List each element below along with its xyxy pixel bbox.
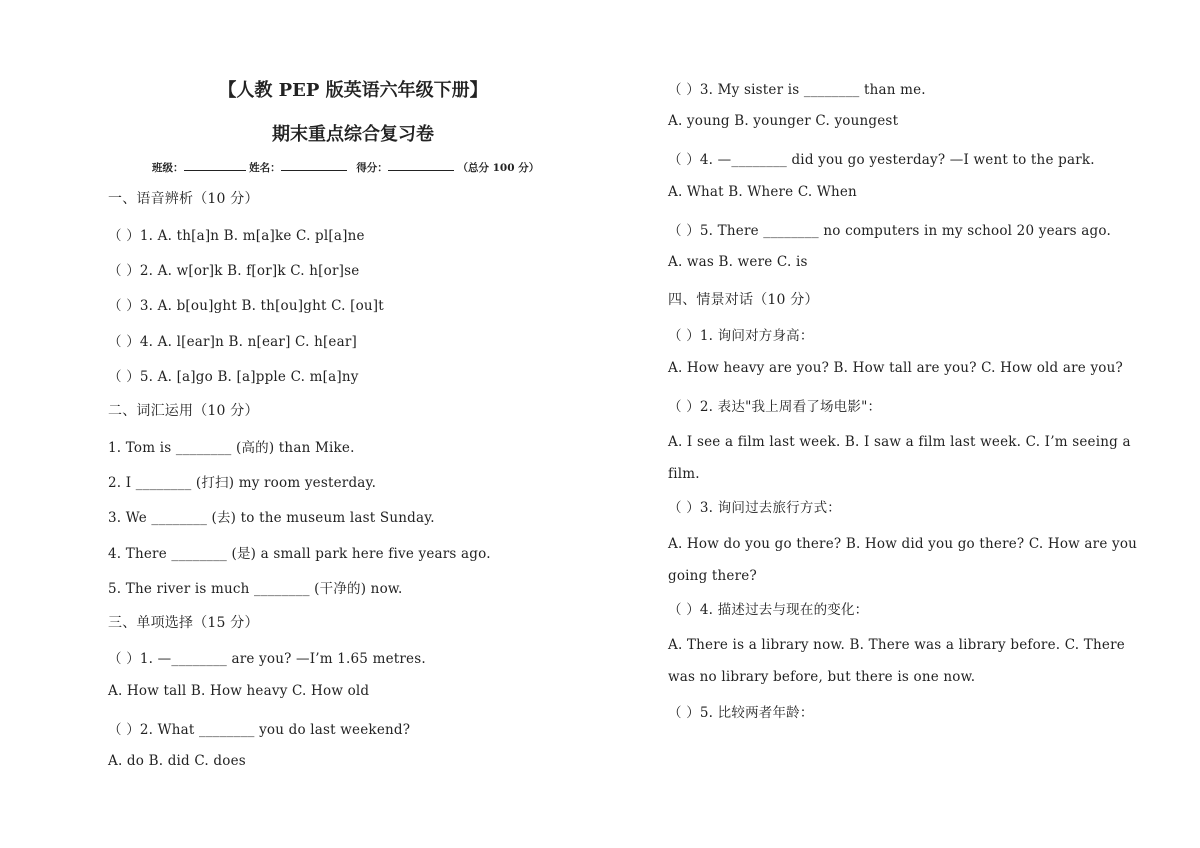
question-line: 3. We ________ (去) to the museum last Sunday. <box>108 510 435 526</box>
question-line: （ ）1. 询问对方身高： <box>668 328 814 344</box>
question-line: A. How tall B. How heavy C. How old <box>108 683 370 699</box>
question-line: A. What B. Where C. When <box>668 184 857 200</box>
question-line: 4. There ________ (是) a small park here five years ago. <box>108 546 491 562</box>
question-line: A. How do you go there? B. How did you go there? C. How are you going there? <box>668 536 1138 584</box>
total-score: （总分 100 分） <box>457 162 540 174</box>
question-line: （ ）4. A. l[ear]n B. n[ear] C. h[ear] <box>108 334 357 350</box>
section-heading: 二、词汇运用（10 分） <box>108 403 259 419</box>
question-line: （ ）2. 表达"我上周看了场电影"： <box>668 399 882 415</box>
question-line: （ ）5. There ________ no computers in my school 20 years ago. <box>668 223 1111 239</box>
section-heading: 三、单项选择（15 分） <box>108 615 259 631</box>
question-line: A. I see a film last week. B. I saw a film last week. C. I’m seeing a film. <box>668 434 1131 482</box>
question-line: （ ）3. My sister is ________ than me. <box>668 82 926 98</box>
section-heading: 四、情景对话（10 分） <box>668 292 819 308</box>
name-blank[interactable] <box>281 160 347 171</box>
score-label: 得分： <box>356 162 388 174</box>
question-line: （ ）1. —________ are you? —I’m 1.65 metres. <box>108 651 426 667</box>
question-line: （ ）1. A. th[a]n B. m[a]ke C. pl[a]ne <box>108 228 365 244</box>
question-line: （ ）3. 询问过去旅行方式： <box>668 500 841 516</box>
class-label: 班级： <box>152 162 184 174</box>
student-info-line <box>152 160 539 175</box>
question-line: （ ）2. A. w[or]k B. f[or]k C. h[or]se <box>108 263 360 279</box>
question-line: A. young B. younger C. youngest <box>668 113 899 129</box>
question-line: （ ）4. —________ did you go yesterday? —I went to the park. <box>668 152 1095 168</box>
question-line: （ ）5. A. [a]go B. [a]pple C. m[a]ny <box>108 369 359 385</box>
section-heading: 一、语音辨析（10 分） <box>108 191 259 207</box>
question-line: A. do B. did C. does <box>108 753 246 769</box>
question-line: 1. Tom is ________ (高的) than Mike. <box>108 440 355 456</box>
question-line: A. How heavy are you? B. How tall are you? C. How old are you? <box>668 360 1123 376</box>
question-line: （ ）4. 描述过去与现在的变化： <box>668 602 869 618</box>
name-label: 姓名： <box>249 162 281 174</box>
question-line: 2. I ________ (打扫) my room yesterday. <box>108 475 377 491</box>
exam-title: 【人教 PEP 版英语六年级下册】 <box>218 80 488 101</box>
question-line: （ ）3. A. b[ou]ght B. th[ou]ght C. [ou]t <box>108 298 384 314</box>
score-blank[interactable] <box>388 160 454 171</box>
question-line: （ ）2. What ________ you do last weekend? <box>108 722 411 738</box>
exam-subtitle: 期末重点综合复习卷 <box>272 124 434 145</box>
question-line: A. was B. were C. is <box>668 254 808 270</box>
question-line: 5. The river is much ________ (干净的) now. <box>108 581 403 597</box>
question-line: （ ）5. 比较两者年龄： <box>668 705 814 721</box>
class-blank[interactable] <box>184 160 246 171</box>
question-line: A. There is a library now. B. There was a library before. C. There was no library before, but there is one now. <box>668 637 1125 685</box>
